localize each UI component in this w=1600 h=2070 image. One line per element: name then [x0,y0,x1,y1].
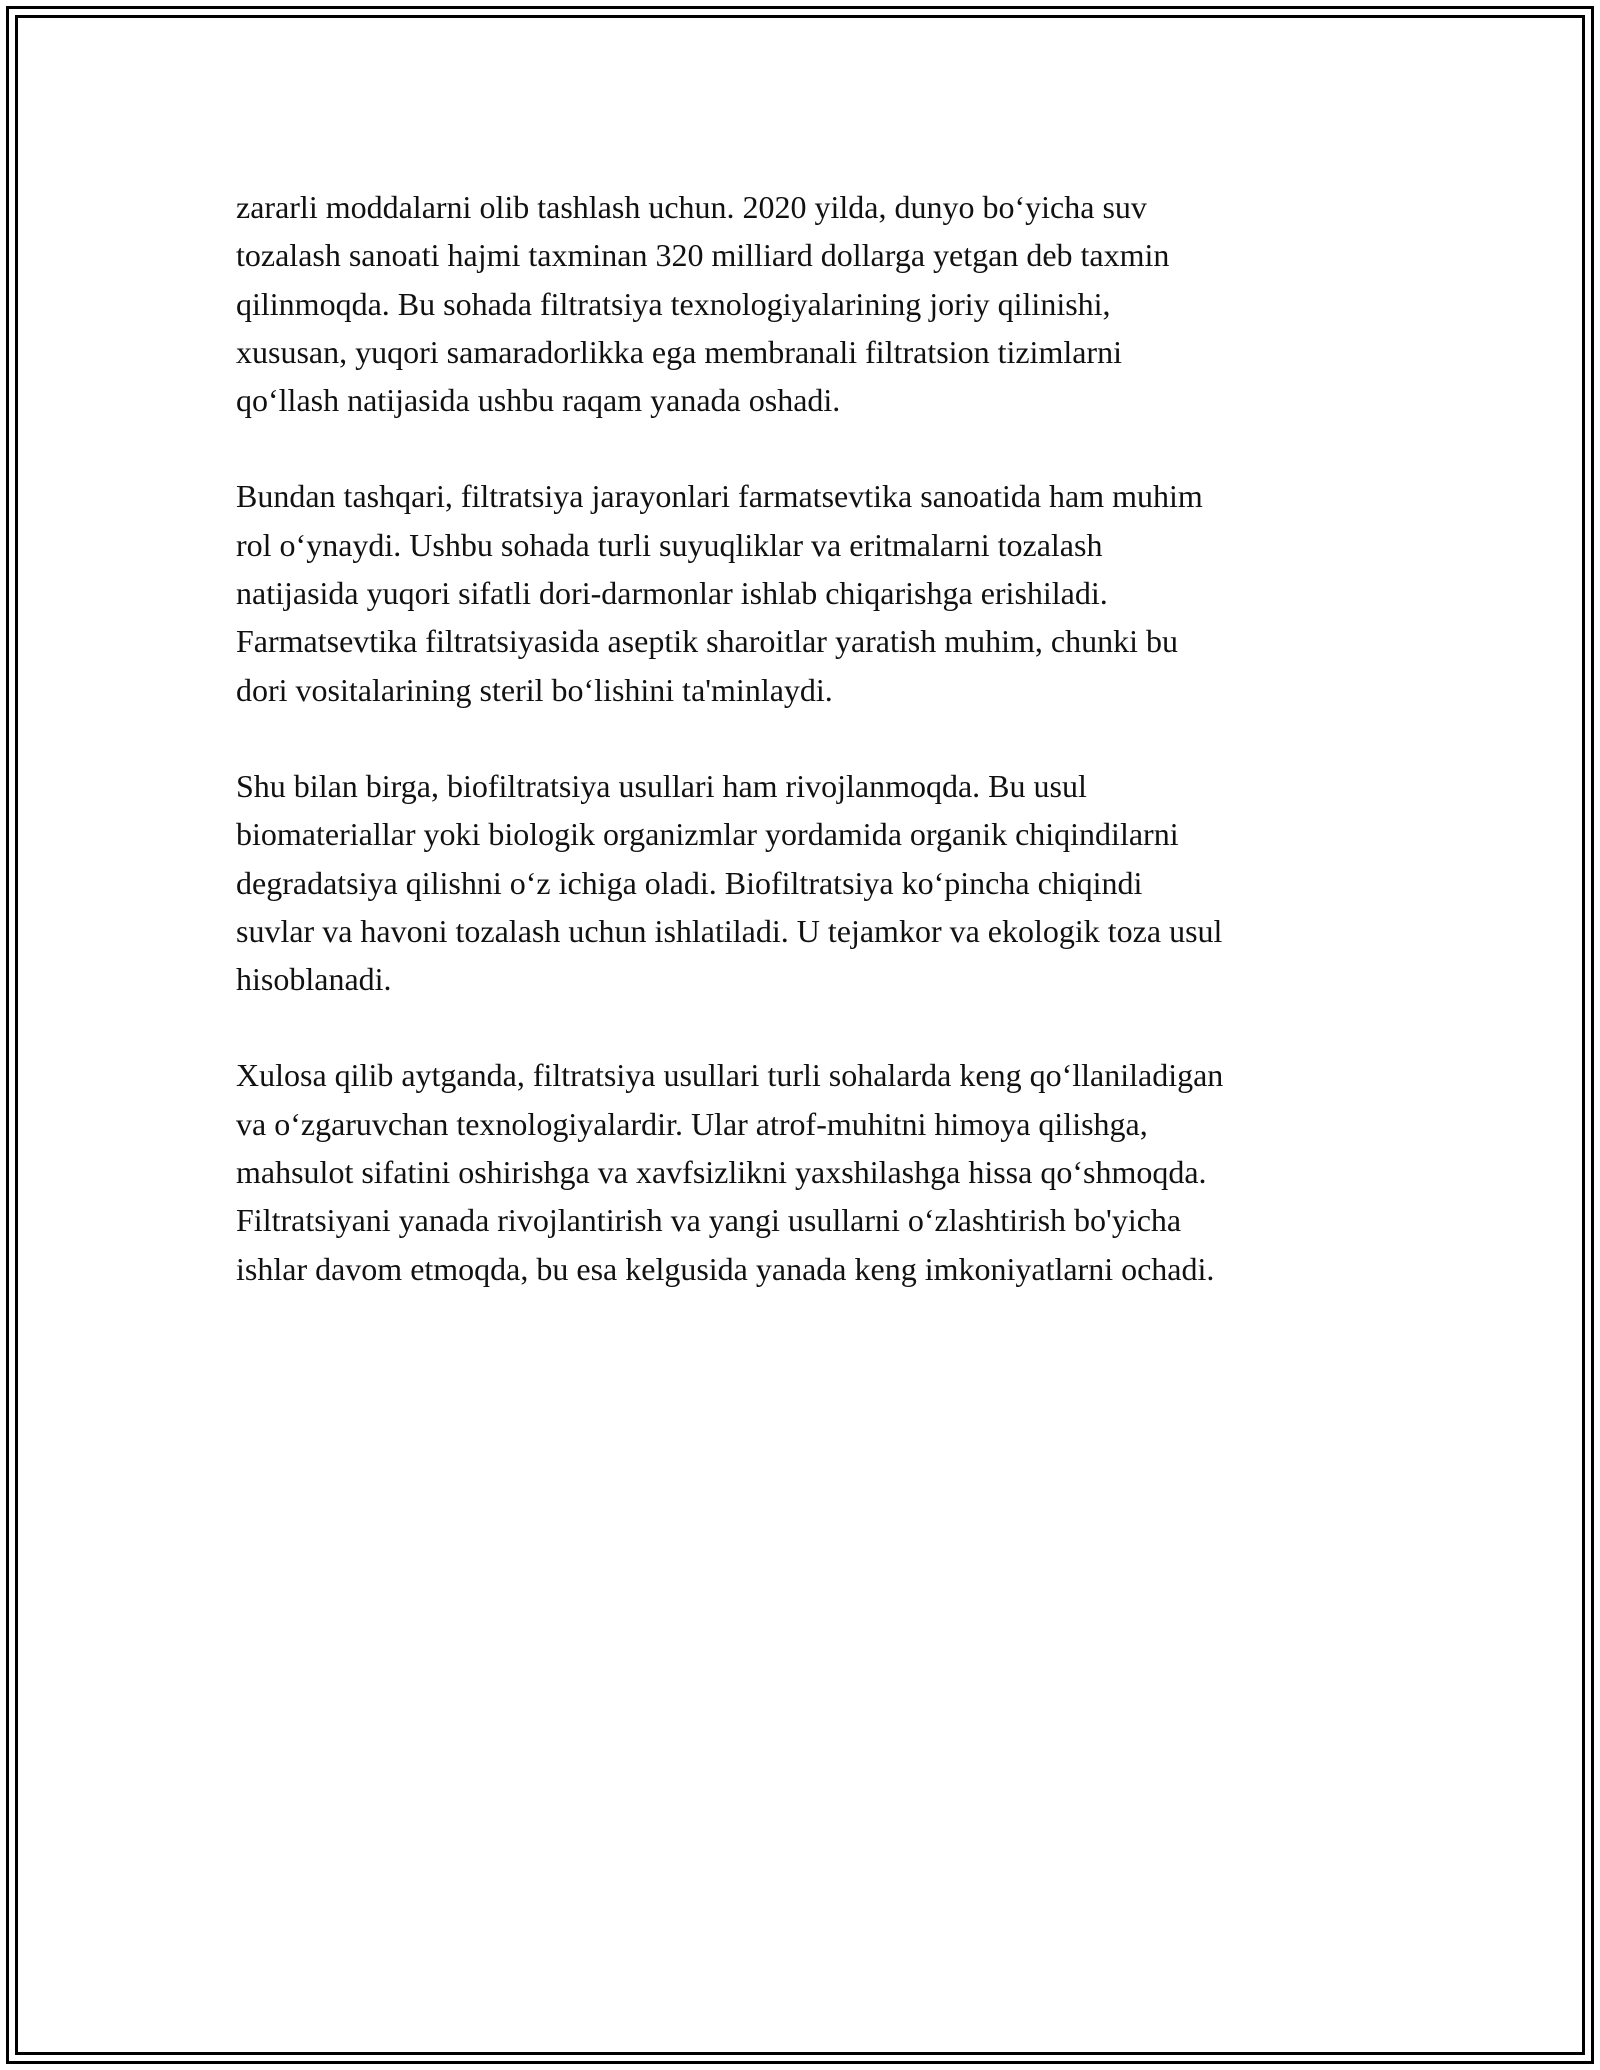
text-line: natijasida yuqori sifatli dori-darmonlar ishlab chiqarishga erishiladi. [236,575,1108,612]
text-line: tozalash sanoati hajmi taxminan 320 milliard dollarga yetgan deb taxmin [236,237,1170,274]
text-line: Bundan tashqari, filtratsiya jarayonlari farmatsevtika sanoatida ham muhim [236,478,1203,515]
paragraph-2 [236,472,1406,713]
text-line: suvlar va havoni tozalash uchun ishlatiladi. U tejamkor va ekologik toza usul [236,912,1223,949]
text-line: Filtratsiyani yanada rivojlantirish va yangi usullarni o‘zlashtirish bo'yicha [236,1202,1182,1239]
document-body [236,183,1406,1341]
paragraph-1 [236,183,1406,424]
text-line: xususan, yuqori samaradorlikka ega membranali filtratsion tizimlarni [236,333,1122,370]
text-line: degradatsiya qilishni o‘z ichiga oladi. Biofiltratsiya ko‘pincha chiqindi [236,864,1143,901]
text-line: dori vositalarining steril bo‘lishini ta'minlaydi. [236,671,833,708]
text-line: Xulosa qilib aytganda, filtratsiya usullari turli sohalarda keng qo‘llaniladigan [236,1057,1224,1094]
paragraph-3 [236,762,1406,1003]
text-line: rol o‘ynaydi. Ushbu sohada turli suyuqliklar va eritmalarni tozalash [236,526,1103,563]
text-line: mahsulot sifatini oshirishga va xavfsizlikni yaxshilashga hissa qo‘shmoqda. [236,1154,1207,1191]
paragraph-4 [236,1051,1406,1292]
text-line: ishlar davom etmoqda, bu esa kelgusida yanada keng imkoniyatlarni ochadi. [236,1250,1215,1287]
text-line: biomateriallar yoki biologik organizmlar yordamida organik chiqindilarni [236,816,1179,853]
text-line: zararli moddalarni olib tashlash uchun. 2020 yilda, dunyo bo‘yicha suv [236,189,1147,225]
text-line: Farmatsevtika filtratsiyasida aseptik sharoitlar yaratish muhim, chunki bu [236,623,1178,660]
text-line: qilinmoqda. Bu sohada filtratsiya texnologiyalarining joriy qilinishi, [236,285,1111,322]
text-line: qo‘llash natijasida ushbu raqam yanada oshadi. [236,382,841,419]
text-line: hisoblanadi. [236,961,392,998]
text-line: Shu bilan birga, biofiltratsiya usullari ham rivojlanmoqda. Bu usul [236,767,1087,804]
text-line: va o‘zgaruvchan texnologiyalardir. Ular atrof-muhitni himoya qilishga, [236,1105,1148,1142]
